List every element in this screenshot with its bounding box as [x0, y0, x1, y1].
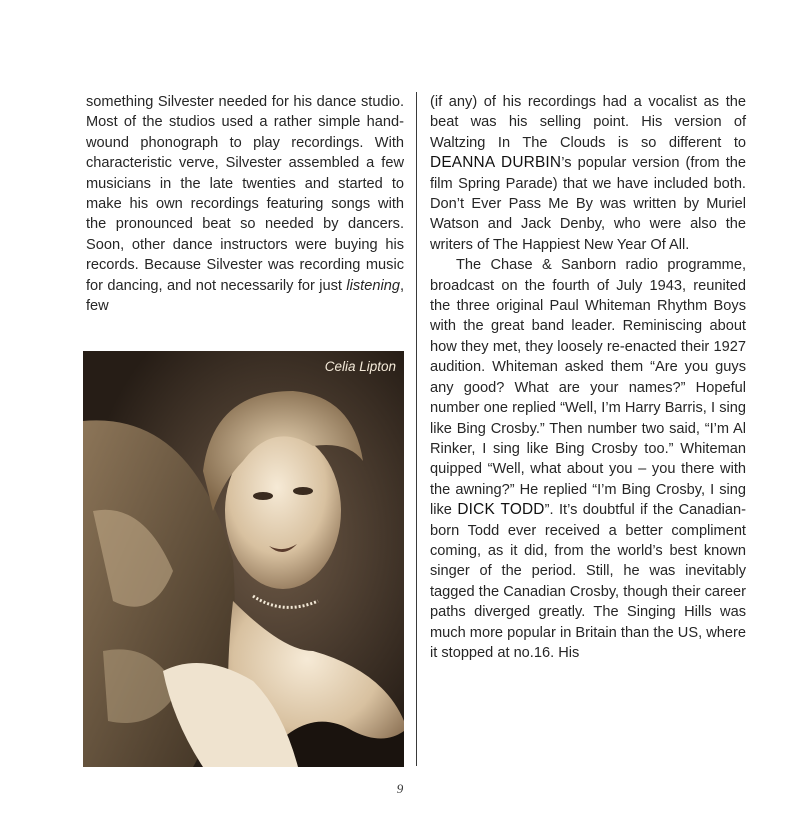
right-paragraph-1-text: (if any) of his recordings had a vocalist as the beat was his selling point. His version of Waltzing In The Clouds is so different to	[430, 94, 746, 151]
right-paragraph-2-end: ”. It’s doubtful if the Canadian-born Todd ever received a better compliment coming, as it did, from the world’s best known singer of the period. Still, he was inevitably tagged the Canadian Crosby, though their career paths diverged greatly. The Singing Hills was much more popular in Britain than the US, where it stopped at no.16. His	[430, 502, 746, 661]
page-number: 9	[396, 781, 404, 796]
photo-caption: Celia Lipton	[324, 359, 396, 374]
portrait-photo	[83, 351, 404, 767]
portrait-illustration	[83, 351, 404, 767]
left-text-column	[86, 92, 404, 316]
left-paragraph-1-end: , few	[86, 277, 404, 315]
italic-word: listening	[346, 277, 400, 294]
artist-name-caps-2: DICK TODD	[457, 501, 545, 519]
right-text-column	[430, 92, 746, 663]
right-paragraph-2-text: The Chase & Sanborn radio programme, broadcast on the fourth of July 1943, reunited the three original Paul Whiteman Rhythm Boys with the great band leader. Reminiscing about how they met, they loosely re-enacted their 1927 audition. Whiteman asked them “Are you guys any good? What are your names?” Hopeful number one replied “Well, I’m Harry Barris, I sing like Bing Crosby.” Then number two said, “I’m Al Rinker, I sing like Bing Crosby too.” Whiteman quipped “Well, what about you – you there with the awning?” He replied “I’m Bing Crosby, I sing like	[430, 257, 746, 519]
right-paragraph-1-end: ’s popular version (from the film Spring Parade) that we have included both. Don’t Ever Pass Me By was written by Muriel Watson and Jack Denby, who were also the writers of The Happiest New Year Of All.	[430, 155, 747, 253]
column-divider	[416, 92, 417, 766]
left-paragraph-1-text: something Silvester needed for his dance studio. Most of the studios used a rather simple hand-wound phonograph to play recordings. With characteristic verve, Silvester assembled a few musicians in the late twenties and started to make his own recordings featuring songs with the pronounced beat so needed by dancers. Soon, other dance instructors were buying his records. Because Silvester was recording music for dancing, and not necessarily for just	[86, 94, 404, 294]
right-paragraph-2	[430, 255, 746, 663]
right-paragraph-1	[430, 92, 746, 255]
left-paragraph-1	[86, 92, 404, 316]
artist-name-caps: DEANNA DURBIN	[430, 154, 562, 172]
